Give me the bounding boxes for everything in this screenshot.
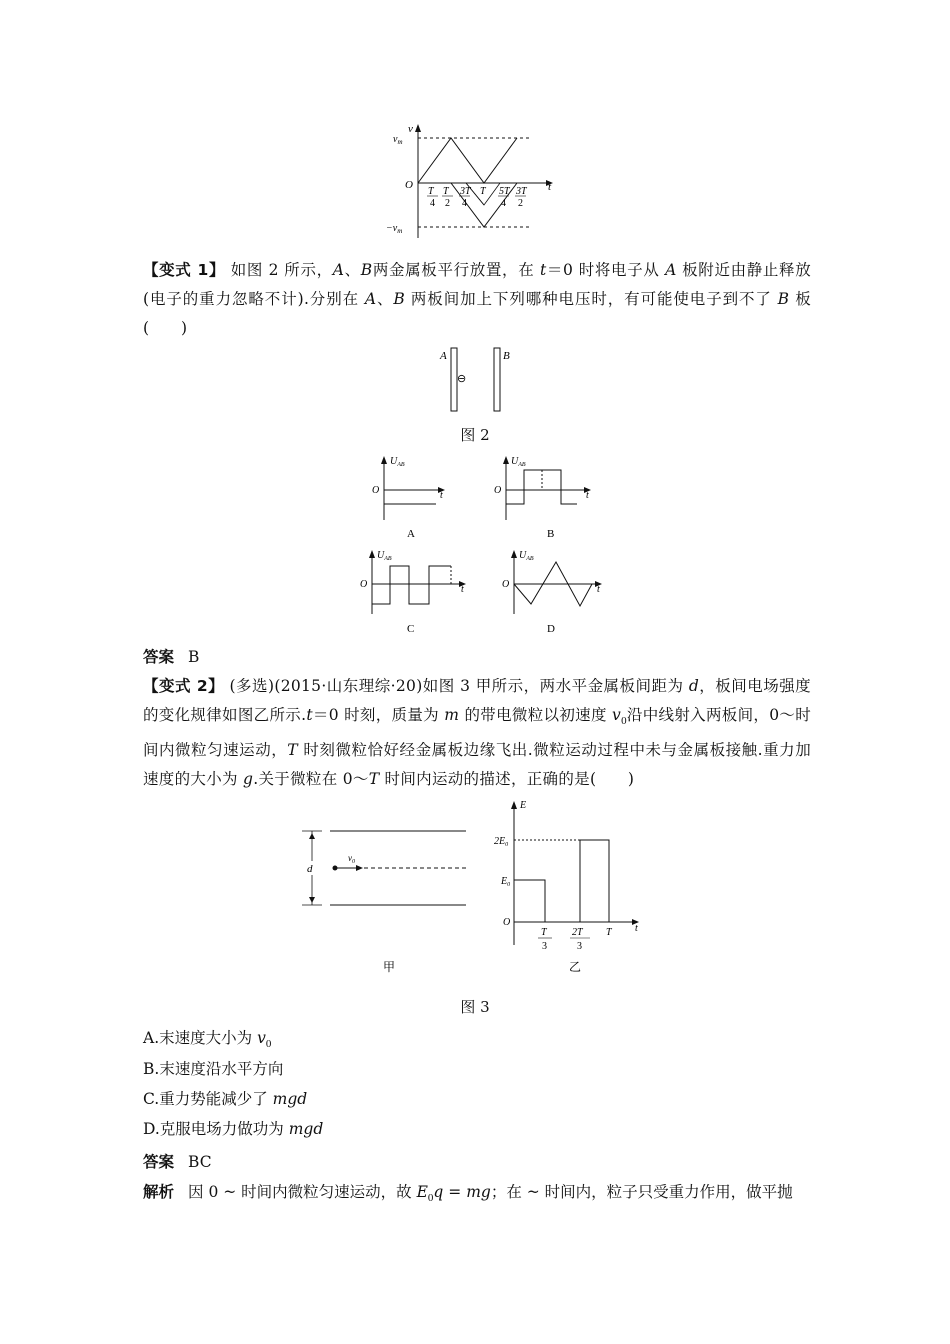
- text: A: [364, 290, 377, 308]
- option-a: [143, 1026, 271, 1050]
- text: A: [665, 261, 677, 279]
- fig3-e-graph: [494, 800, 639, 974]
- e2-label: $2E_0$: [494, 836, 509, 848]
- text: ＝0 时将电子从: [546, 261, 666, 279]
- xlabel: t: [597, 584, 600, 595]
- origin: O: [503, 917, 511, 928]
- option-b: [143, 1057, 283, 1079]
- text: A: [332, 261, 345, 279]
- plate-a-label: A: [440, 350, 447, 362]
- text: B: [360, 261, 373, 279]
- origin: O: [494, 485, 502, 496]
- xlabel: t: [461, 584, 464, 595]
- ylabel: $U_{AB}$: [377, 550, 392, 562]
- option-b-label: B: [547, 528, 555, 540]
- option-a-label: A: [407, 528, 415, 540]
- text: v: [257, 1029, 266, 1047]
- fig2-options: [0, 450, 950, 640]
- text: D.克服电场力做功为: [143, 1120, 289, 1138]
- variant1-question: [143, 256, 811, 343]
- option-c-label: C: [407, 623, 415, 635]
- fig3-plates: [302, 831, 466, 974]
- analysis-key: 解析: [143, 1183, 175, 1201]
- variant2-label: 【变式 2】: [143, 677, 225, 695]
- text: 时刻微粒恰好经金属板边缘飞出.微粒运动过程中未与金属板接触.重力加速度的大小为: [143, 741, 812, 789]
- tick-numerator: 5T: [499, 186, 510, 197]
- electron-icon: ⊖: [457, 373, 467, 385]
- tick-denominator: 4: [501, 198, 506, 209]
- text: 、: [376, 290, 394, 308]
- text: 沿中线射入两板间，0～时间内微粒匀速运动，: [143, 706, 812, 760]
- tick-numerator: 3T: [516, 186, 527, 197]
- analysis: [143, 1180, 811, 1204]
- text: ，板间电场强度的变化规律如图乙所示.: [143, 677, 811, 724]
- tick-numerator: 3T: [460, 186, 471, 197]
- text: =: [443, 1183, 467, 1201]
- text: 的带电微粒以初速度: [459, 706, 613, 724]
- text: ＝0 时刻，质量为: [312, 706, 445, 724]
- text: t: [306, 706, 313, 724]
- text: mg: [466, 1183, 491, 1201]
- origin-label: O: [405, 179, 413, 191]
- text: 0: [621, 715, 627, 728]
- tick-denominator: 2: [445, 198, 450, 209]
- text: B.末速度沿水平方向: [143, 1060, 284, 1078]
- tick-numerator: T: [480, 186, 486, 197]
- origin: O: [360, 579, 368, 590]
- label-yi: 乙: [569, 960, 582, 974]
- ylabel: $U_{AB}$: [511, 456, 526, 468]
- tick3: T: [606, 927, 612, 938]
- text: B: [777, 290, 790, 308]
- v-axis-label: v: [408, 123, 413, 135]
- answer-key: 答案: [143, 1153, 175, 1171]
- origin: O: [502, 579, 510, 590]
- tick-numerator: T: [443, 186, 449, 197]
- tick-denominator: 4: [430, 198, 435, 209]
- text: 、: [344, 261, 361, 279]
- text: mgd: [272, 1090, 308, 1108]
- text: g: [243, 770, 254, 789]
- text: 两金属板平行放置，在: [372, 261, 540, 279]
- fig2-plates: [0, 342, 950, 422]
- text: 板( ): [143, 290, 811, 337]
- tick-numerator: T: [428, 186, 434, 197]
- option-d-graph: [502, 550, 602, 635]
- answer1: [143, 645, 199, 667]
- text: 时间内运动的描述，正确的是( ): [379, 770, 635, 789]
- answer2: [143, 1150, 212, 1172]
- e-axis-label: E: [520, 800, 527, 811]
- fig3: [0, 795, 950, 985]
- option-c: [143, 1087, 307, 1109]
- text: A.末速度大小为: [143, 1029, 258, 1047]
- text: 0: [265, 1038, 272, 1051]
- tick-denominator: 2: [518, 198, 523, 209]
- origin: O: [372, 485, 380, 496]
- tick-denominator: 4: [462, 198, 467, 209]
- text: 如图 2 所示，: [230, 261, 333, 279]
- text: v: [612, 706, 622, 724]
- option-b-graph: [494, 456, 591, 540]
- text: m: [444, 706, 460, 724]
- d-label: d: [307, 863, 313, 875]
- t-axis-label: t: [548, 181, 552, 193]
- option-d: [143, 1117, 323, 1139]
- text: 0: [427, 1192, 434, 1205]
- text: mgd: [288, 1120, 324, 1138]
- text: ；在 ~ 时间内，粒子只受重力作用，做平抛: [490, 1183, 793, 1201]
- variant1-label: 【变式 1】: [143, 261, 226, 279]
- v0-label: $v_0$: [348, 853, 355, 865]
- option-d-label: D: [547, 623, 555, 635]
- variant2-question: [143, 672, 811, 794]
- ylabel: $U_{AB}$: [519, 550, 534, 562]
- text: 两板间加上下列哪种电压时，有可能使电子到不了: [405, 290, 778, 308]
- neg-vm-label: $-v_m$: [386, 223, 403, 235]
- answer-value: BC: [188, 1153, 212, 1171]
- ylabel: $U_{AB}$: [390, 456, 405, 468]
- e1-label: $E_0$: [501, 876, 511, 888]
- tick2-num: 2T: [572, 927, 583, 938]
- plate-b-label: B: [503, 350, 510, 362]
- xlabel: t: [440, 490, 443, 501]
- text: .关于微粒在 0～: [253, 770, 369, 789]
- answer-key: 答案: [143, 648, 175, 666]
- text: 因 0 ~ 时间内微粒匀速运动，故: [188, 1183, 417, 1201]
- text: E: [416, 1183, 428, 1201]
- text: 板附近由静止释放(电子的重力忽略不计).分别在: [143, 261, 812, 308]
- option-c-graph: [360, 550, 466, 635]
- t-axis-label: t: [635, 923, 638, 934]
- option-a-graph: [372, 456, 445, 540]
- text: t: [539, 261, 547, 279]
- tick2-den: 3: [577, 941, 582, 952]
- text: C.重力势能减少了: [143, 1090, 273, 1108]
- text: (多选)(2015·山东理综·20)如图 3 甲所示，两水平金属板间距为: [229, 677, 689, 695]
- text: q: [433, 1183, 444, 1201]
- tick1-num: T: [541, 927, 547, 938]
- vm-label: $v_m$: [393, 134, 403, 146]
- label-jia: 甲: [383, 960, 396, 974]
- text: d: [688, 677, 700, 695]
- fig3-caption: 图 3: [460, 998, 490, 1016]
- text: T: [287, 741, 298, 760]
- text: T: [368, 770, 380, 789]
- xlabel: t: [586, 490, 589, 501]
- fig2-caption: 图 2: [460, 426, 490, 444]
- text: B: [393, 290, 406, 308]
- answer-value: B: [188, 648, 200, 666]
- tick1-den: 3: [542, 941, 547, 952]
